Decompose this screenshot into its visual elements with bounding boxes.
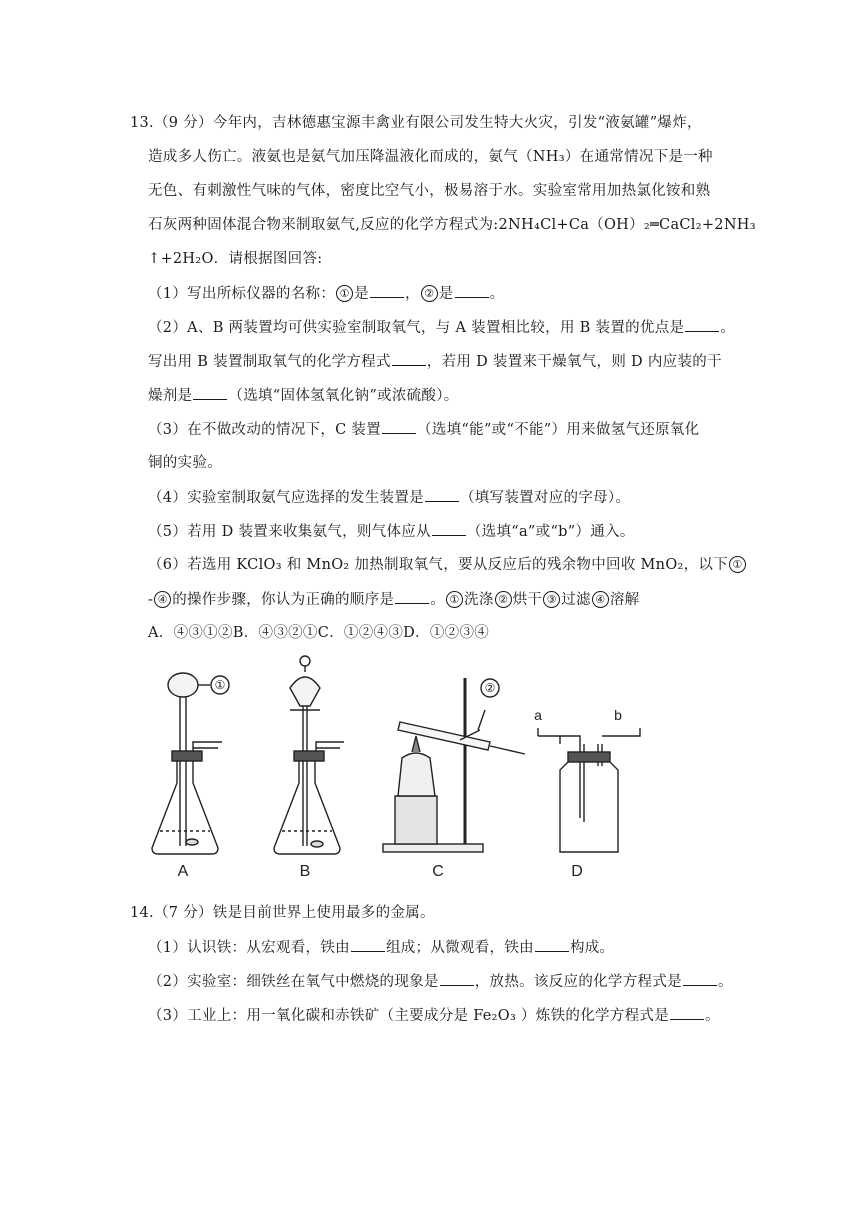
q13-p6-text: （6）若选用 KClO₃ 和 MnO₂ 加热制取氧气，要从反应后的残余物中回收 MnO₂，以下 — [148, 557, 729, 573]
apparatus-c — [383, 678, 525, 852]
q13-p4-text: （填写装置对应的字母）。 — [459, 490, 631, 506]
label-m1: ① — [214, 678, 226, 692]
q13-p1-text: ， — [404, 286, 420, 302]
q13-p1-text: （1）写出所标仪器的名称： — [148, 286, 336, 302]
q13-p5-text: （5）若用 D 装置来收集氨气，则气体应从 — [148, 524, 431, 540]
q13-p3-text: （选填“能”或“不能”）用来做氢气还原氧化 — [417, 422, 700, 438]
dash: - — [148, 592, 154, 608]
q13-p2-text: 。 — [720, 320, 736, 336]
q13-part-2-cont — [148, 351, 722, 372]
answer-blank[interactable] — [425, 487, 459, 502]
answer-blank[interactable] — [455, 283, 489, 298]
answer-blank[interactable] — [351, 937, 385, 952]
q13-p2-text: （2）A、B 两装置均可供实验室制取氧气，与 A 装置相比较，用 B 装置的优点是 — [148, 320, 685, 336]
apparatus-a — [152, 673, 229, 854]
q13-p5-text: （选填“a”或“b”）通入。 — [466, 524, 635, 540]
q13-p3-text: （3）在不做改动的情况下，C 装置 — [148, 422, 382, 438]
circled-1: ① — [336, 285, 353, 302]
q13-p2-text: 燥剂是 — [148, 388, 193, 404]
q13-p1-text: 。 — [489, 286, 505, 302]
q14-p2-text: 。 — [717, 974, 733, 990]
q14-part-2 — [148, 971, 733, 992]
q13-part-5 — [148, 521, 635, 542]
q13-p2-text: 写出用 B 装置制取氧气的化学方程式 — [148, 354, 391, 370]
q13-options[interactable]: A．④③①②B．④③②①C．①②④③D．①②③④ — [148, 625, 490, 641]
q13-p2-text: （选填“固体氢氧化钠”或浓硫酸）。 — [228, 388, 459, 404]
circled-2: ② — [495, 591, 512, 608]
q14-title: 14.（7 分）铁是目前世界上使用最多的金属。 — [130, 905, 435, 921]
circled-4: ④ — [154, 591, 171, 608]
q13-part-2-cont2 — [148, 385, 459, 406]
q13-part-6 — [148, 555, 747, 575]
circled-2: ② — [421, 285, 438, 302]
q13-line-1: 13.（9 分）今年内，吉林德惠宝源丰禽业有限公司发生特大火灾，引发“液氨罐”爆炸， — [130, 115, 702, 131]
label-a: A — [177, 863, 189, 880]
apparatus-b — [274, 656, 344, 854]
answer-blank[interactable] — [382, 419, 416, 434]
q13-line-3: 无色、有刺激性气味的气体，密度比空气小，极易溶于水。实验室常用加热氯化铵和熟 — [148, 183, 711, 199]
circled-1: ① — [729, 556, 746, 573]
label-d: D — [571, 863, 583, 880]
q13-p2-text: ，若用 D 装置来干燥氧气，则 D 内应装的干 — [426, 354, 722, 370]
answer-blank[interactable] — [432, 521, 466, 536]
label-port-a: a — [534, 707, 542, 723]
q13-p6-text: 。 — [430, 592, 446, 608]
label-port-b: b — [614, 707, 622, 723]
answer-blank[interactable] — [193, 385, 227, 400]
answer-blank[interactable] — [683, 971, 717, 986]
label-b: B — [299, 863, 311, 880]
apparatus-d — [538, 728, 640, 852]
q14-p2-text: ，放热。该反应的化学方程式是 — [474, 974, 682, 990]
q14-part-1 — [148, 937, 614, 958]
q13-line-5: ↑+2H₂O．请根据图回答: — [148, 251, 323, 267]
q14-part-3 — [148, 1005, 720, 1026]
answer-blank[interactable] — [670, 1005, 704, 1020]
q13-p6-text: 的操作步骤，你认为正确的顺序是 — [172, 592, 395, 608]
answer-blank[interactable] — [395, 589, 429, 604]
q13-part-6-cont — [148, 589, 639, 610]
q14-p1-text: 构成。 — [569, 940, 615, 956]
answer-blank[interactable] — [685, 317, 719, 332]
answer-blank[interactable] — [440, 971, 474, 986]
step-filter: 过滤 — [561, 592, 591, 608]
q13-line-4: 石灰两种固体混合物来制取氨气,反应的化学方程式为:2NH₄Cl+Ca（OH）₂═CaCl₂+2NH₃ — [148, 217, 756, 233]
q13-line-2: 造成多人伤亡。液氨也是氨气加压降温液化而成的，氨气（NH₃）在通常情况下是一种 — [148, 149, 713, 165]
q13-part-1 — [148, 283, 504, 304]
q14-p1-text: 组成；从微观看，铁由 — [385, 940, 534, 956]
answer-blank[interactable] — [535, 937, 569, 952]
q13-part-3 — [148, 419, 699, 440]
q14-p1-text: （1）认识铁：从宏观看，铁由 — [148, 940, 350, 956]
q14-p2-text: （2）实验室：细铁丝在氧气中燃烧的现象是 — [148, 974, 439, 990]
label-c: C — [432, 863, 444, 880]
circled-3: ③ — [543, 591, 560, 608]
answer-blank[interactable] — [392, 351, 426, 366]
circled-4: ④ — [592, 591, 609, 608]
q14-p3-text: 。 — [705, 1008, 720, 1024]
label-m2: ② — [484, 681, 496, 695]
circled-1: ① — [446, 591, 463, 608]
q13-p1-text: 是 — [354, 286, 369, 302]
step-dissolve: 溶解 — [609, 592, 640, 608]
q13-part-2 — [148, 317, 735, 338]
q13-p1-text: 是 — [438, 286, 454, 302]
q13-part-4 — [148, 487, 630, 508]
step-wash: 洗涤 — [464, 592, 494, 608]
q13-part-3-cont: 铜的实验。 — [148, 455, 222, 471]
q14-p3-text: （3）工业上：用一氧化碳和赤铁矿（主要成分是 Fe₂O₃ ）炼铁的化学方程式是 — [148, 1008, 670, 1024]
answer-blank[interactable] — [370, 283, 404, 298]
q13-p4-text: （4）实验室制取氨气应选择的发生装置是 — [148, 490, 424, 506]
step-dry: 烘干 — [512, 592, 543, 608]
apparatus-figure — [140, 648, 622, 888]
